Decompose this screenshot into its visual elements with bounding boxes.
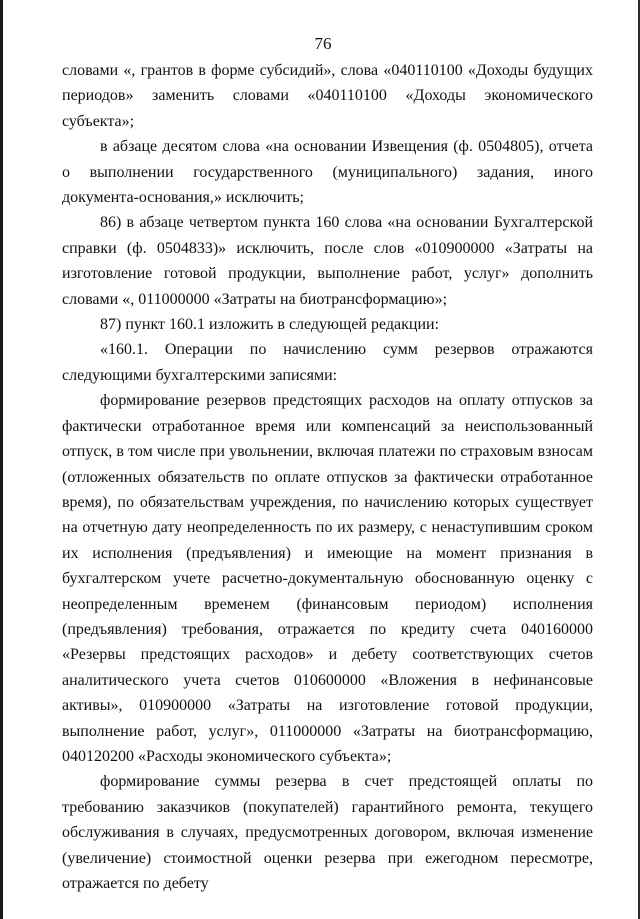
- paragraph: 87) пункт 160.1 изложить в следующей редакции:: [100, 316, 440, 334]
- paragraph: 86) в абзаце четвертом пункта 160 слова «на основании Бухгалтерской справки (ф. 0504833)» исключить, после слов «010900000 «Затраты на изготовление готовой продукции, выполнение работ, услуг» дополнить словами «, 011000000 «Затраты на биотрансформацию»;: [62, 214, 593, 308]
- paragraph: «160.1. Операции по начислению сумм резервов отражаются следующими бухгалтерскими записями:: [62, 341, 593, 384]
- paragraph: формирование суммы резерва в счет предстоящей оплаты по требованию заказчиков (покупателей) гарантийного ремонта, текущего обслуживания в случаях, предусмотренных договором, включая изменение (увеличение) стоимостной оценки резерва при ежегодном пересмотре, отражается по дебету: [62, 773, 593, 892]
- paragraph: формирование резервов предстоящих расходов на оплату отпусков за фактически отработанное время или компенсаций за неиспользованный отпуск, в том числе при увольнении, включая платежи по страховым взносам (отложенных обязательств по оплате отпусков за фактически отработанное время), по обязательствам учреждения, по начислению которых существует на отчетную дату неопределенность по их размеру, с ненаступившим сроком их исполнения (предъявления) и имеющие на момент признания в бухгалтерском учете расчетно-документальную обоснованную оценку с неопределенным временем (финансовым периодом) исполнения (предъявления) требования, отражается по кредиту счета 040160000 «Резервы предстоящих расходов» и дебету соответствующих счетов аналитического учета счетов 010600000 «Вложения в нефинансовые активы», 010900000 «Затраты на изготовление готовой продукции, выполнение работ, услуг», 011000000 «Затраты на биотрансформацию, 040120200 «Расходы экономического субъекта»;: [62, 392, 593, 765]
- page-number: 76: [314, 34, 332, 53]
- document-body: [62, 58, 593, 896]
- paragraph: в абзаце десятом слова «на основании Извещения (ф. 0504805), отчета о выполнении государственного (муниципального) задания, иного документа-основания,» исключить;: [62, 138, 593, 207]
- paragraph: словами «, грантов в форме субсидий», слова «040110100 «Доходы будущих периодов» заменить словами «040110100 «Доходы экономического субъекта»;: [62, 62, 593, 130]
